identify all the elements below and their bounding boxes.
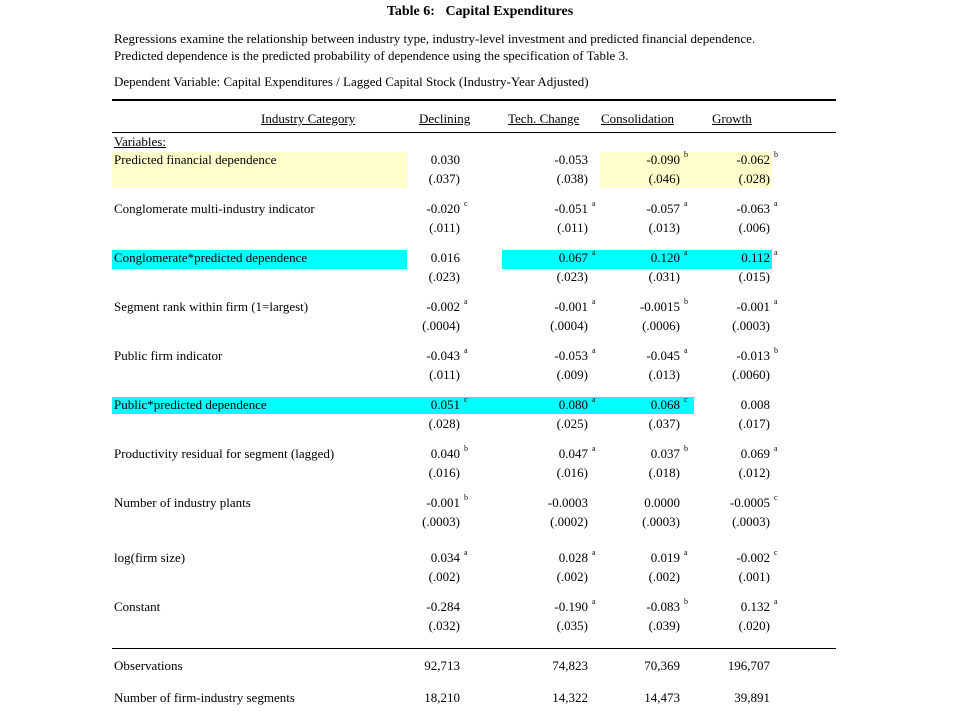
row-label: Productivity residual for segment (lagged) xyxy=(114,446,335,461)
significance-marker: c xyxy=(774,493,778,502)
significance-marker: a xyxy=(684,248,688,257)
significance-marker: a xyxy=(774,248,778,257)
dependent-variable: Dependent Variable: Capital Expenditures / Lagged Capital Stock (Industry-Year Adjusted) xyxy=(114,74,589,89)
header-rule xyxy=(112,132,836,133)
se-consolidation: (.002) xyxy=(648,569,680,584)
significance-marker: a xyxy=(684,346,688,355)
table-caption: Capital Expenditures xyxy=(445,4,574,19)
se-tech-change: (.002) xyxy=(556,569,588,584)
segments-growth: 39,891 xyxy=(734,690,770,705)
se-tech-change: (.0002) xyxy=(550,514,588,529)
se-tech-change: (.035) xyxy=(556,618,588,633)
coef-consolidation: 0.037 xyxy=(650,446,680,461)
coef-tech-change: 0.047 xyxy=(558,446,588,461)
se-tech-change: (.038) xyxy=(556,171,588,186)
coef-declining: 0.016 xyxy=(430,250,460,265)
coef-tech-change: -0.053 xyxy=(554,348,588,363)
significance-marker: a xyxy=(464,297,468,306)
significance-marker: c xyxy=(684,395,688,404)
observations-tech-change: 74,823 xyxy=(552,658,588,673)
coef-tech-change: -0.051 xyxy=(554,201,588,216)
coef-tech-change: -0.001 xyxy=(554,299,588,314)
segments-consolidation: 14,473 xyxy=(644,690,680,705)
coef-declining: -0.001 xyxy=(426,495,460,510)
coef-tech-change: -0.0003 xyxy=(547,495,588,510)
se-consolidation: (.037) xyxy=(648,416,680,431)
coef-declining: -0.043 xyxy=(426,348,460,363)
coef-declining: 0.034 xyxy=(430,550,460,565)
significance-marker: a xyxy=(774,597,778,606)
row-label: Public firm indicator xyxy=(114,348,223,363)
se-tech-change: (.025) xyxy=(556,416,588,431)
coef-tech-change: -0.053 xyxy=(554,152,588,167)
se-growth: (.017) xyxy=(738,416,770,431)
footer-rule xyxy=(112,648,836,649)
coef-growth: -0.062 xyxy=(736,152,770,167)
coef-declining: 0.051 xyxy=(430,397,460,412)
coef-growth: -0.0005 xyxy=(729,495,770,510)
se-declining: (.032) xyxy=(428,618,460,633)
significance-marker: a xyxy=(774,297,778,306)
row-label: Predicted financial dependence xyxy=(114,152,277,167)
se-growth: (.0003) xyxy=(732,318,770,333)
coef-tech-change: 0.080 xyxy=(558,397,588,412)
row-label: Number of industry plants xyxy=(114,495,251,510)
se-consolidation: (.013) xyxy=(648,220,680,235)
coef-growth: 0.132 xyxy=(740,599,770,614)
observations-growth: 196,707 xyxy=(727,658,770,673)
observations-declining: 92,713 xyxy=(424,658,460,673)
observations-label: Observations xyxy=(114,658,183,673)
coef-declining: 0.030 xyxy=(430,152,460,167)
significance-marker: b xyxy=(464,444,468,453)
se-tech-change: (.011) xyxy=(557,220,588,235)
se-declining: (.023) xyxy=(428,269,460,284)
se-consolidation: (.013) xyxy=(648,367,680,382)
se-consolidation: (.0003) xyxy=(642,514,680,529)
se-growth: (.012) xyxy=(738,465,770,480)
table-title xyxy=(0,4,960,20)
se-declining: (.0004) xyxy=(422,318,460,333)
se-consolidation: (.0006) xyxy=(642,318,680,333)
significance-marker: a xyxy=(592,597,596,606)
significance-marker: c xyxy=(774,548,778,557)
coef-growth: 0.069 xyxy=(740,446,770,461)
segments-label: Number of firm-industry segments xyxy=(114,690,295,705)
intro-line-1: Regressions examine the relationship between industry type, industry-level investment and predicted financial dependence. xyxy=(114,31,756,46)
coef-growth: 0.112 xyxy=(741,250,770,265)
coef-consolidation: -0.045 xyxy=(646,348,680,363)
segments-tech-change: 14,322 xyxy=(552,690,588,705)
significance-marker: a xyxy=(464,346,468,355)
se-declining: (.0003) xyxy=(422,514,460,529)
significance-marker: b xyxy=(684,444,688,453)
row-label: Segment rank within firm (1=largest) xyxy=(114,299,309,314)
coef-consolidation: 0.068 xyxy=(650,397,680,412)
row-label: Conglomerate multi-industry indicator xyxy=(114,201,315,216)
significance-marker: a xyxy=(592,297,596,306)
se-growth: (.006) xyxy=(738,220,770,235)
significance-marker: a xyxy=(592,395,596,404)
significance-marker: a xyxy=(684,199,688,208)
coef-declining: -0.284 xyxy=(426,599,460,614)
significance-marker: b xyxy=(464,493,468,502)
header-tech-change: Tech. Change xyxy=(508,111,580,126)
se-declining: (.002) xyxy=(428,569,460,584)
significance-marker: c xyxy=(464,395,468,404)
significance-marker: b xyxy=(684,297,688,306)
significance-marker: a xyxy=(592,346,596,355)
se-tech-change: (.023) xyxy=(556,269,588,284)
intro-line-2: Predicted dependence is the predicted probability of dependence using the specification of Table 3. xyxy=(114,48,629,63)
coef-consolidation: 0.019 xyxy=(650,550,680,565)
coef-consolidation: -0.090 xyxy=(646,152,680,167)
coef-consolidation: -0.057 xyxy=(646,201,680,216)
se-growth: (.020) xyxy=(738,618,770,633)
coef-growth: 0.008 xyxy=(740,397,770,412)
coef-consolidation: -0.0015 xyxy=(639,299,680,314)
significance-marker: a xyxy=(592,444,596,453)
row-label: Constant xyxy=(114,599,161,614)
significance-marker: b xyxy=(684,597,688,606)
se-growth: (.0003) xyxy=(732,514,770,529)
variables-label: Variables: xyxy=(114,134,166,149)
se-declining: (.016) xyxy=(428,465,460,480)
significance-marker: a xyxy=(592,248,596,257)
significance-marker: a xyxy=(592,548,596,557)
se-consolidation: (.046) xyxy=(648,171,680,186)
se-declining: (.011) xyxy=(429,367,460,382)
coef-declining: -0.002 xyxy=(426,299,460,314)
se-growth: (.001) xyxy=(738,569,770,584)
coef-consolidation: -0.083 xyxy=(646,599,680,614)
coef-growth: -0.013 xyxy=(736,348,770,363)
significance-marker: b xyxy=(774,150,778,159)
se-growth: (.0060) xyxy=(732,367,770,382)
se-consolidation: (.039) xyxy=(648,618,680,633)
significance-marker: b xyxy=(774,346,778,355)
se-growth: (.015) xyxy=(738,269,770,284)
significance-marker: a xyxy=(592,199,596,208)
header-industry-category: Industry Category xyxy=(261,111,356,126)
se-growth: (.028) xyxy=(738,171,770,186)
coef-declining: -0.020 xyxy=(426,201,460,216)
significance-marker: a xyxy=(774,199,778,208)
se-declining: (.011) xyxy=(429,220,460,235)
header-growth: Growth xyxy=(712,111,752,126)
coef-tech-change: -0.190 xyxy=(554,599,588,614)
se-declining: (.037) xyxy=(428,171,460,186)
significance-marker: a xyxy=(684,548,688,557)
row-label: Conglomerate*predicted dependence xyxy=(114,250,308,265)
table-number: Table 6: xyxy=(386,4,435,19)
se-consolidation: (.018) xyxy=(648,465,680,480)
coef-consolidation: 0.120 xyxy=(650,250,680,265)
coef-consolidation: 0.0000 xyxy=(644,495,680,510)
coef-growth: -0.001 xyxy=(736,299,770,314)
coef-tech-change: 0.067 xyxy=(558,250,588,265)
header-consolidation: Consolidation xyxy=(601,111,674,126)
significance-marker: a xyxy=(464,548,468,557)
se-declining: (.028) xyxy=(428,416,460,431)
se-tech-change: (.0004) xyxy=(550,318,588,333)
se-consolidation: (.031) xyxy=(648,269,680,284)
significance-marker: c xyxy=(464,199,468,208)
row-label: Public*predicted dependence xyxy=(114,397,267,412)
coef-tech-change: 0.028 xyxy=(558,550,588,565)
top-rule xyxy=(112,99,836,101)
coef-growth: -0.002 xyxy=(736,550,770,565)
se-tech-change: (.016) xyxy=(556,465,588,480)
row-label: log(firm size) xyxy=(114,550,186,565)
coef-declining: 0.040 xyxy=(430,446,460,461)
significance-marker: a xyxy=(774,444,778,453)
significance-marker: b xyxy=(684,150,688,159)
se-tech-change: (.009) xyxy=(556,367,588,382)
observations-consolidation: 70,369 xyxy=(644,658,680,673)
segments-declining: 18,210 xyxy=(424,690,460,705)
header-declining: Declining xyxy=(419,111,471,126)
coef-growth: -0.063 xyxy=(736,201,770,216)
